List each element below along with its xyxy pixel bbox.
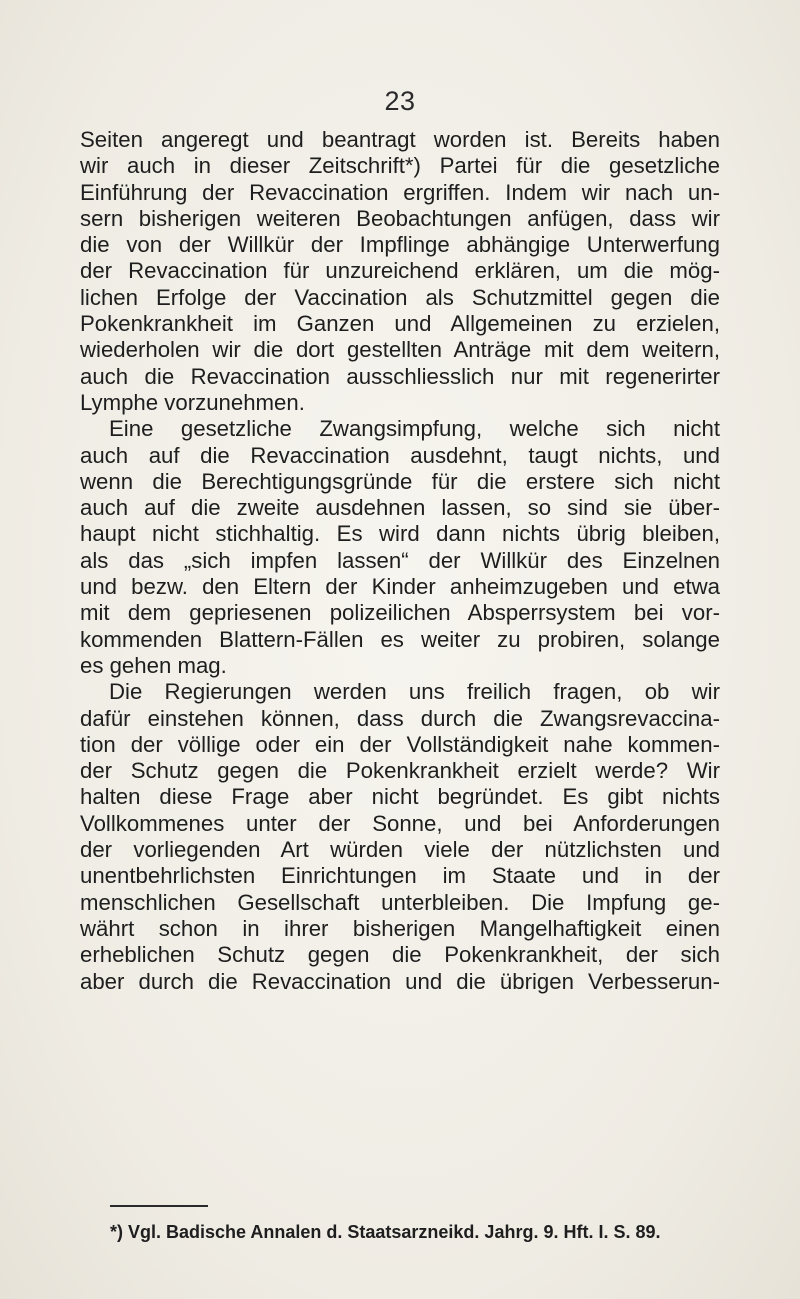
body-text (80, 127, 720, 995)
text-line: Lymphe vorzunehmen. (80, 389, 305, 415)
page-number: 23 (384, 86, 416, 116)
text-line: der vorliegenden Art würden viele der nützlichsten und (80, 837, 720, 863)
text-line: auch auf die zweite ausdehnen lassen, so sind sie über- (80, 495, 720, 521)
text-line: Eine gesetzliche Zwangsimpfung, welche sich nicht (109, 416, 720, 442)
text-line: wiederholen wir die dort gestellten Anträge mit dem weitern, (80, 337, 720, 363)
footnote-divider (110, 1205, 208, 1207)
text-line: der Schutz gegen die Pokenkrankheit erzielt werde? Wir (80, 758, 720, 784)
text-line: halten diese Frage aber nicht begründet. Es gibt nichts (80, 784, 720, 810)
text-line: Die Regierungen werden uns freilich fragen, ob wir (109, 679, 720, 705)
text-line: als das „sich impfen lassen“ der Willkür des Einzelnen (80, 547, 720, 573)
footnote: *) Vgl. Badische Annalen d. Staatsarzneikd. Jahrg. 9. Hft. I. S. 89. (110, 1222, 661, 1242)
text-line: wir auch in dieser Zeitschrift*) Partei für die gesetzliche (80, 153, 720, 179)
text-line: und bezw. den Eltern der Kinder anheimzugeben und etwa (80, 574, 720, 600)
text-line: Einführung der Revaccination ergriffen. Indem wir nach un- (80, 179, 720, 205)
text-line: unentbehrlichsten Einrichtungen im Staate und in der (80, 863, 720, 889)
text-line: wenn die Berechtigungsgründe für die erstere sich nicht (80, 468, 720, 494)
text-line: es gehen mag. (80, 652, 227, 678)
text-line: menschlichen Gesellschaft unterbleiben. Die Impfung ge- (80, 889, 720, 915)
text-line: Pokenkrankheit im Ganzen und Allgemeinen zu erzielen, (80, 311, 720, 337)
text-line: Seiten angeregt und beantragt worden ist. Bereits haben (80, 127, 720, 152)
text-line: aber durch die Revaccination und die übrigen Verbesserun- (80, 968, 720, 994)
text-line: Vollkommenes unter der Sonne, und bei Anforderungen (80, 810, 720, 836)
text-line: kommenden Blattern-Fällen es weiter zu probiren, solange (80, 626, 720, 652)
text-line: der Revaccination für unzureichend erklären, um die mög- (80, 258, 720, 284)
text-line: lichen Erfolge der Vaccination als Schutzmittel gegen die (80, 284, 720, 310)
text-line: tion der völlige oder ein der Vollständigkeit nahe kommen- (80, 731, 720, 757)
text-line: auch die Revaccination ausschliesslich nur mit regenerirter (80, 363, 720, 389)
text-line: währt schon in ihrer bisherigen Mangelhaftigkeit einen (80, 915, 720, 941)
text-line: mit dem gepriesenen polizeilichen Absperrsystem bei vor- (80, 600, 720, 626)
text-line: dafür einstehen können, dass durch die Zwangsrevaccina- (80, 705, 720, 731)
text-line: haupt nicht stichhaltig. Es wird dann nichts übrig bleiben, (80, 521, 720, 547)
text-line: auch auf die Revaccination ausdehnt, taugt nichts, und (80, 442, 720, 468)
text-line: die von der Willkür der Impflinge abhängige Unterwerfung (80, 232, 720, 258)
text-line: sern bisherigen weiteren Beobachtungen anfügen, dass wir (80, 205, 720, 231)
text-line: erheblichen Schutz gegen die Pokenkrankheit, der sich (80, 942, 720, 968)
